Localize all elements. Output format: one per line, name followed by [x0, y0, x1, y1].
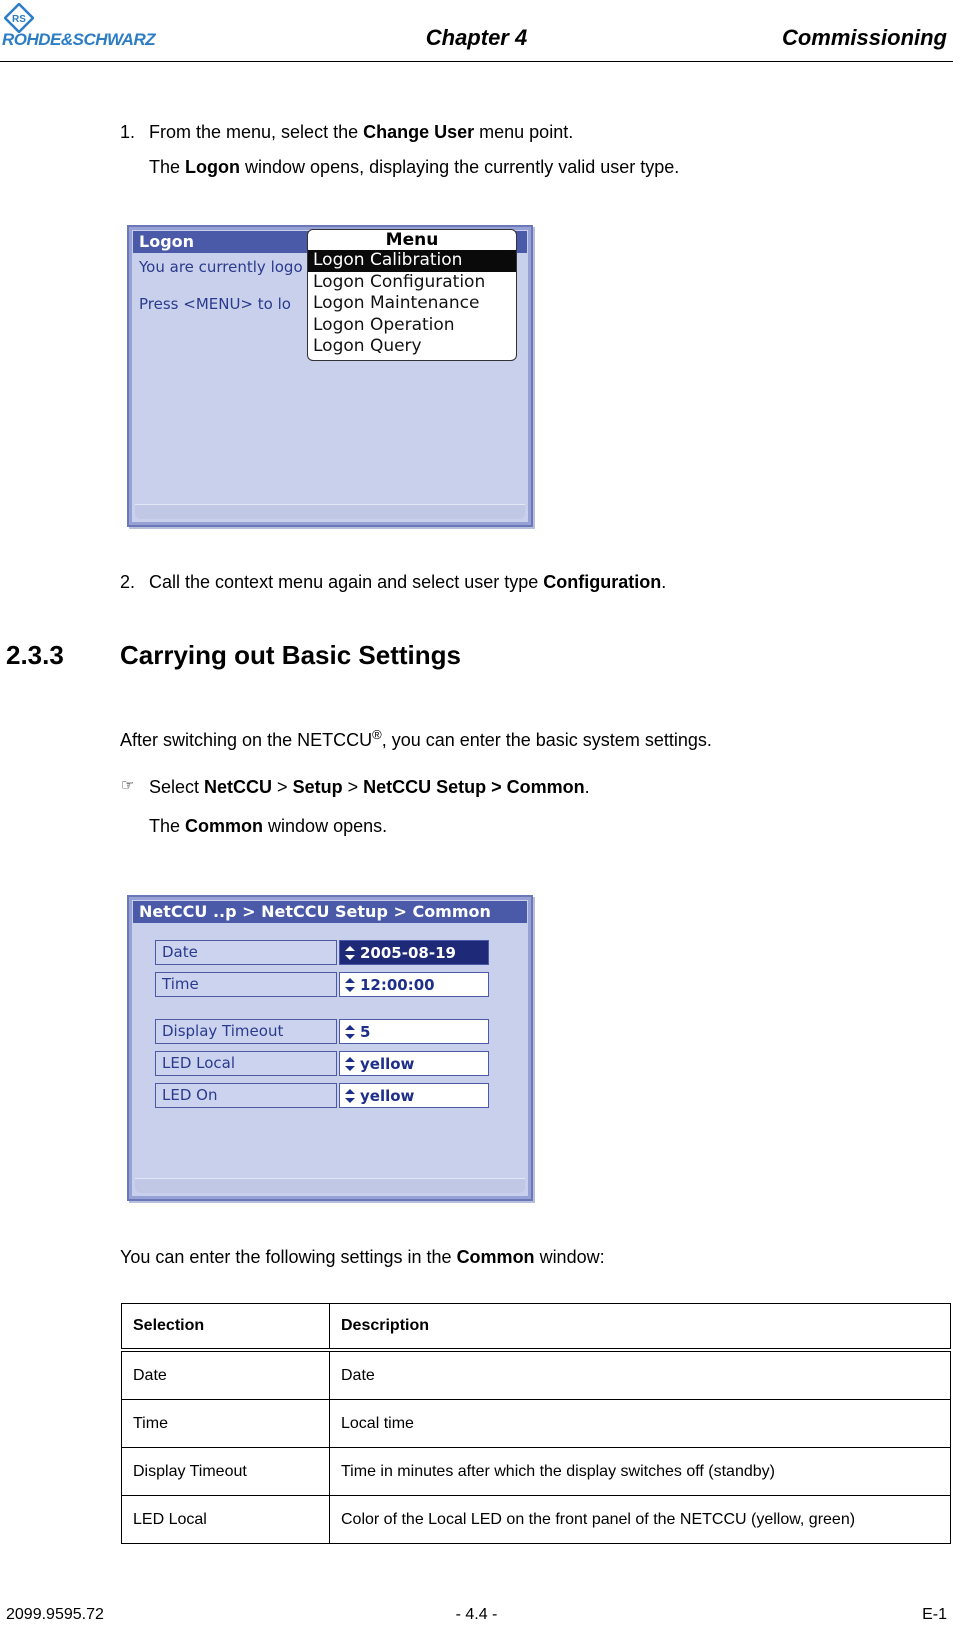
- setting-label: Display Timeout: [155, 1019, 337, 1044]
- logon-instruction-text: Press <MENU> to lo: [139, 295, 291, 313]
- step-1-text: From the menu, select the Change User menu point.: [149, 122, 574, 142]
- table-header-selection: Selection: [122, 1304, 330, 1351]
- step-1-number: 1.: [120, 122, 136, 142]
- table-row: [122, 1496, 951, 1544]
- table-cell: Time: [122, 1400, 330, 1448]
- chapter-title: Chapter 4: [425, 25, 528, 50]
- spin-arrows-icon: [345, 978, 355, 992]
- table-header-description: Description: [330, 1304, 951, 1351]
- spin-arrows-icon: [345, 1089, 355, 1103]
- table-cell: Date: [122, 1350, 330, 1400]
- section-intro: After switching on the NETCCU®, you can enter the basic system settings.: [120, 727, 712, 750]
- common-window-title: NetCCU ..p > NetCCU Setup > Common: [133, 901, 527, 923]
- footer-edition: E-1: [922, 1606, 947, 1623]
- window-bottom-bar: [135, 504, 525, 519]
- section-name: Commissioning: [781, 25, 947, 50]
- common-window-screenshot: [127, 895, 533, 1201]
- setting-row-led-local[interactable]: [155, 1051, 489, 1076]
- menu-item-logon-operation[interactable]: Logon Operation: [313, 314, 455, 335]
- table-cell: LED Local: [122, 1496, 330, 1544]
- spin-arrows-icon: [345, 946, 355, 960]
- table-row: [122, 1400, 951, 1448]
- common-opens-text: The Common window opens.: [149, 816, 388, 836]
- menu-item-logon-query[interactable]: Logon Query: [313, 336, 422, 356]
- window-bottom-bar: [135, 1178, 525, 1193]
- context-menu[interactable]: [307, 229, 517, 361]
- menu-title: Menu: [385, 230, 439, 250]
- table-cell: Time in minutes after which the display switches off (standby): [330, 1448, 951, 1496]
- setting-row-led-on[interactable]: [155, 1083, 489, 1108]
- spin-arrows-icon: [345, 1025, 355, 1039]
- table-cell: Local time: [330, 1400, 951, 1448]
- settings-table: [121, 1303, 951, 1544]
- section-number: 2.3.3: [6, 640, 64, 670]
- menu-item-logon-configuration[interactable]: Logon Configuration: [313, 271, 486, 292]
- table-cell: Color of the Local LED on the front panel of the NETCCU (yellow, green): [330, 1496, 951, 1544]
- header-rule: [0, 61, 953, 62]
- spin-arrows-icon: [345, 1057, 355, 1071]
- table-header-row: [122, 1304, 951, 1351]
- setting-value[interactable]: yellow: [339, 1083, 489, 1108]
- step-1-result: The Logon window opens, displaying the currently valid user type.: [149, 157, 680, 177]
- table-cell: Display Timeout: [122, 1448, 330, 1496]
- setting-value[interactable]: 2005-08-19: [339, 940, 489, 965]
- footer-page-number: - 4.4 -: [455, 1606, 498, 1623]
- pointing-hand-icon: ☞: [121, 777, 135, 794]
- setting-label: LED Local: [155, 1051, 337, 1076]
- setting-row-date[interactable]: [155, 940, 489, 965]
- table-row: [122, 1448, 951, 1496]
- setting-value[interactable]: yellow: [339, 1051, 489, 1076]
- setting-row-display-timeout[interactable]: [155, 1019, 489, 1044]
- setting-label: Date: [155, 940, 337, 965]
- setting-value[interactable]: 5: [339, 1019, 489, 1044]
- logon-window-title: Logon: [133, 231, 527, 253]
- footer-doc-number: 2099.9595.72: [6, 1606, 104, 1623]
- logon-window-screenshot: [127, 225, 533, 527]
- section-title: Carrying out Basic Settings: [120, 640, 461, 670]
- menu-item-logon-maintenance[interactable]: Logon Maintenance: [313, 293, 480, 313]
- setting-value[interactable]: 12:00:00: [339, 972, 489, 997]
- setting-label: LED On: [155, 1083, 337, 1108]
- logo-wordmark: ROHDE&SCHWARZ: [2, 30, 156, 49]
- menu-item-logon-calibration[interactable]: Logon Calibration: [308, 250, 516, 272]
- settings-intro: You can enter the following settings in the Common window:: [120, 1247, 605, 1267]
- step-2-text: Call the context menu again and select user type Configuration.: [149, 572, 667, 592]
- setting-row-time[interactable]: [155, 972, 489, 997]
- select-instruction: Select NetCCU > Setup > NetCCU Setup > Common.: [149, 777, 590, 797]
- setting-label: Time: [155, 972, 337, 997]
- table-row: [122, 1350, 951, 1400]
- table-cell: Date: [330, 1350, 951, 1400]
- logon-status-text: You are currently logo: [139, 258, 303, 276]
- svg-text:RS: RS: [12, 14, 26, 25]
- step-2-number: 2.: [120, 572, 136, 592]
